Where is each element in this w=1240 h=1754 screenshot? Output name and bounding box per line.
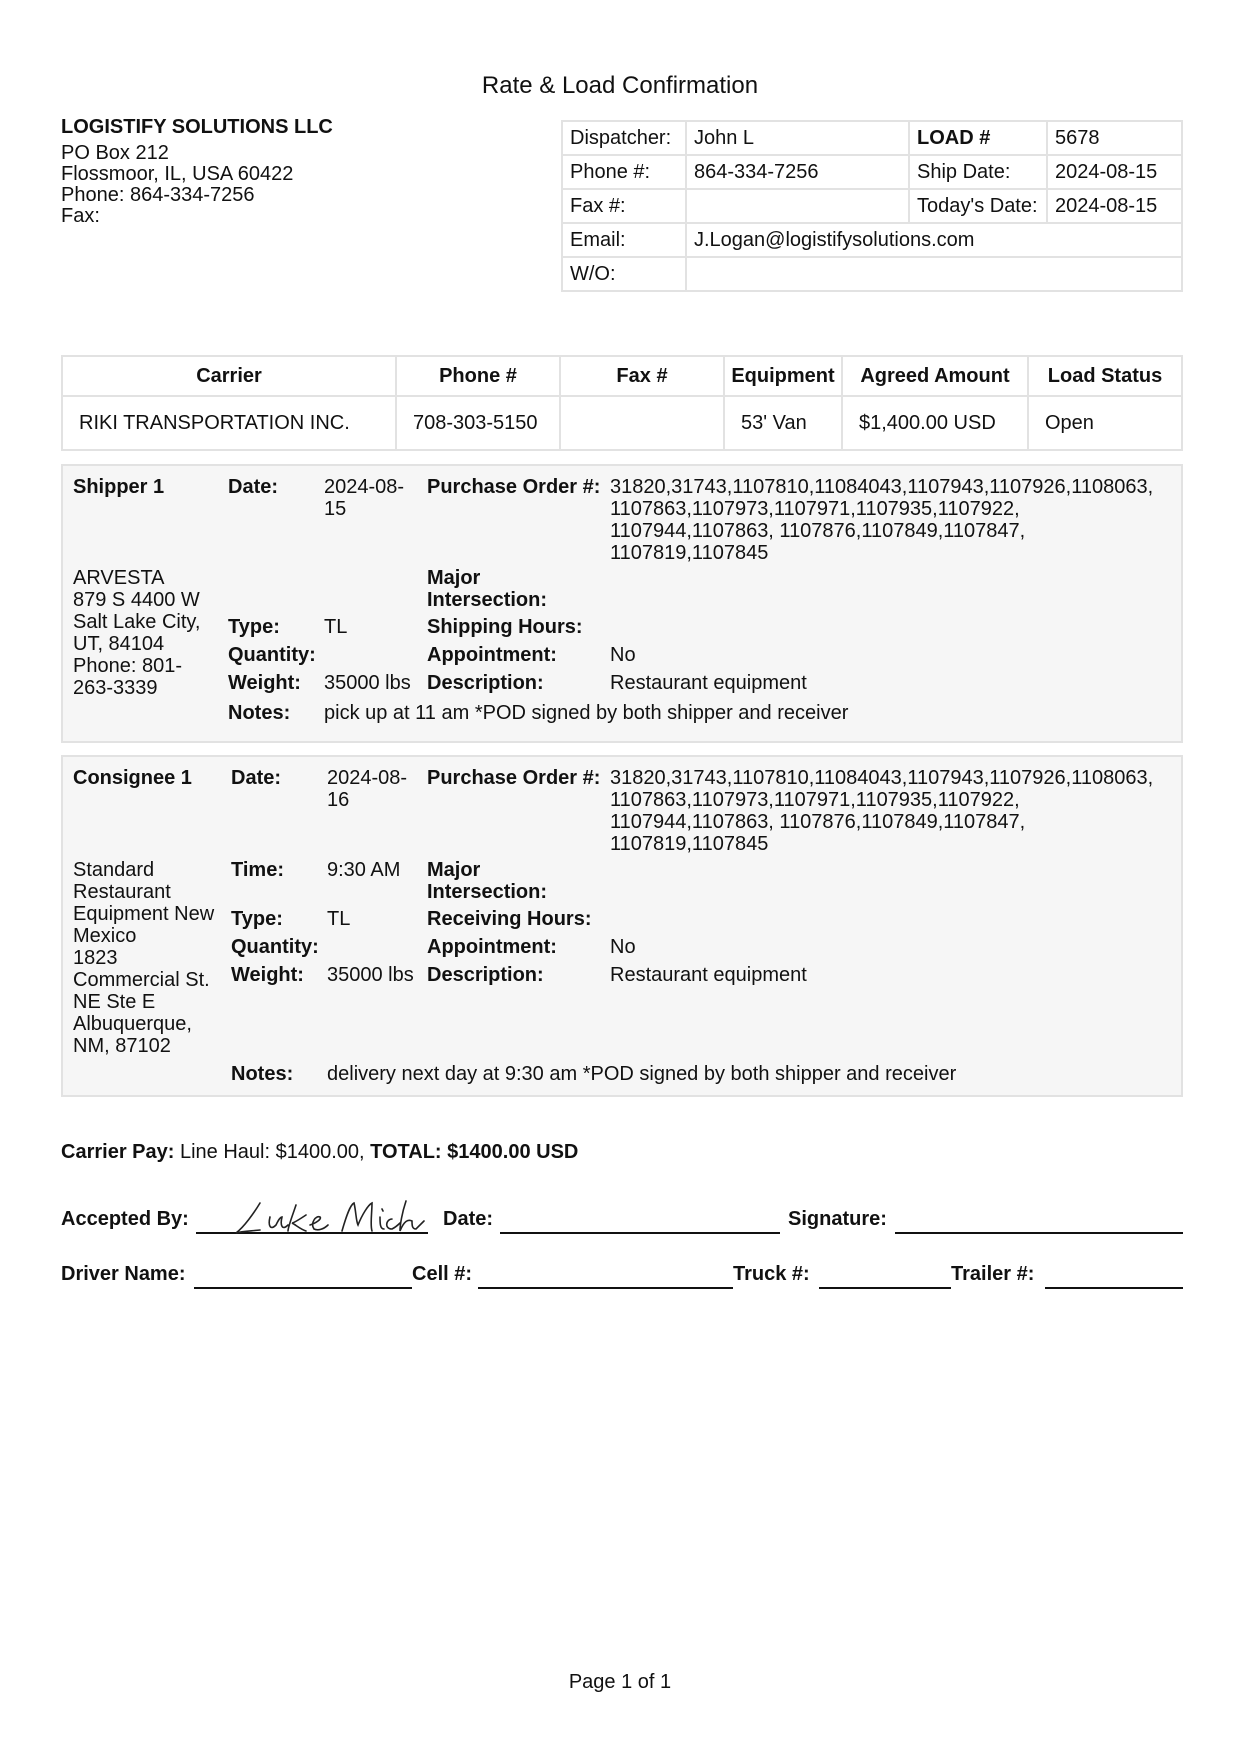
shipper-po-line: 1107944,1107863, 1107876,1107849,1107847,	[610, 520, 1026, 542]
agreed-amount-value: $1,400.00 USD	[842, 396, 1028, 450]
truck-line[interactable]	[819, 1287, 951, 1289]
line-haul-value: Line Haul: $1400.00,	[179, 1141, 365, 1163]
shipper-address-line: Salt Lake City,	[73, 611, 201, 633]
shipping-hours-label: Shipping Hours:	[427, 616, 583, 638]
consignee-weight-value: 35000 lbs	[327, 964, 414, 986]
consignee-address-line: Albuquerque,	[73, 1013, 192, 1035]
shipper-quantity-label: Quantity:	[228, 644, 316, 666]
handwritten-signature	[230, 1195, 430, 1239]
equipment-header: Equipment	[724, 356, 842, 396]
major-label-line: Major	[427, 567, 481, 589]
phone-label: Phone #:	[562, 155, 686, 189]
consignee-type-label: Type:	[231, 908, 283, 930]
driver-name-label: Driver Name:	[61, 1263, 186, 1285]
trailer-line[interactable]	[1045, 1287, 1183, 1289]
load-status-value: Open	[1028, 396, 1182, 450]
consignee-date-line: 2024-08-	[327, 767, 408, 789]
consignee-address-line: 1823	[73, 947, 118, 969]
consignee-notes-label: Notes:	[231, 1063, 294, 1085]
consignee-date-value	[327, 767, 407, 811]
shipper-panel	[61, 464, 1183, 743]
page-number: Page 1 of 1	[568, 1671, 672, 1693]
consignee-address	[73, 859, 214, 1057]
carrier-table	[61, 355, 1183, 451]
shipper-notes-value: pick up at 11 am *POD signed by both shipper and receiver	[324, 702, 849, 724]
ship-date-label: Ship Date:	[909, 155, 1047, 189]
receiving-hours-label: Receiving Hours:	[427, 908, 592, 930]
consignee-address-line: Commercial St.	[73, 969, 210, 991]
company-address-1: PO Box 212	[61, 142, 169, 164]
date-line[interactable]	[500, 1232, 780, 1234]
major-label-line: Intersection:	[427, 881, 548, 903]
ship-date-value: 2024-08-15	[1047, 155, 1182, 189]
email-value: J.Logan@logistifysolutions.com	[686, 223, 1182, 257]
shipper-weight-value: 35000 lbs	[324, 672, 411, 694]
shipper-heading: Shipper 1	[73, 476, 165, 498]
carrier-phone-header: Phone #	[396, 356, 560, 396]
consignee-quantity-label: Quantity:	[231, 936, 319, 958]
consignee-time-label: Time:	[231, 859, 284, 881]
consignee-po-value	[610, 767, 1153, 855]
consignee-address-line: Restaurant	[73, 881, 171, 903]
dispatcher-label: Dispatcher:	[562, 121, 686, 155]
shipper-address-line: UT, 84104	[73, 633, 165, 655]
shipper-po-line: 1107819,1107845	[610, 542, 769, 564]
shipper-address	[73, 567, 200, 699]
load-value: 5678	[1047, 121, 1182, 155]
agreed-amount-header: Agreed Amount	[842, 356, 1028, 396]
shipper-po-line: 31820,31743,1107810,11084043,1107943,1107926,1108063,	[610, 476, 1154, 498]
todays-date-value: 2024-08-15	[1047, 189, 1182, 223]
consignee-address-line: Standard	[73, 859, 155, 881]
consignee-address-line: Equipment New	[73, 903, 215, 925]
shipper-type-label: Type:	[228, 616, 280, 638]
shipper-description-label: Description:	[427, 672, 544, 694]
signature-label: Signature:	[788, 1208, 887, 1230]
major-label-line: Intersection:	[427, 589, 548, 611]
truck-label: Truck #:	[733, 1263, 810, 1285]
cell-line[interactable]	[478, 1287, 733, 1289]
consignee-po-line: 1107819,1107845	[610, 833, 769, 855]
company-fax: Fax:	[61, 205, 100, 227]
shipper-po-label: Purchase Order #:	[427, 476, 601, 498]
carrier-fax-header: Fax #	[560, 356, 724, 396]
fax-value	[686, 189, 909, 223]
email-label: Email:	[562, 223, 686, 257]
shipper-major-intersection-label	[427, 567, 547, 611]
load-status-header: Load Status	[1028, 356, 1182, 396]
shipper-date-line: 15	[324, 498, 347, 520]
load-label: LOAD #	[909, 121, 1047, 155]
consignee-po-line: 31820,31743,1107810,11084043,1107943,1107926,1108063,	[610, 767, 1154, 789]
consignee-address-line: NM, 87102	[73, 1035, 171, 1057]
shipper-appointment-value: No	[610, 644, 636, 666]
shipper-address-line: Phone: 801-	[73, 655, 182, 677]
company-address-2: Flossmoor, IL, USA 60422	[61, 163, 294, 185]
shipper-date-label: Date:	[228, 476, 279, 498]
shipper-appointment-label: Appointment:	[427, 644, 557, 666]
carrier-phone: 708-303-5150	[396, 396, 560, 450]
wo-label: W/O:	[562, 257, 686, 291]
carrier-pay-label: Carrier Pay:	[61, 1141, 175, 1163]
consignee-po-label: Purchase Order #:	[427, 767, 601, 789]
shipper-description-value: Restaurant equipment	[610, 672, 807, 694]
shipper-type-value: TL	[324, 616, 348, 638]
consignee-description-value: Restaurant equipment	[610, 964, 807, 986]
shipper-date-line: 2024-08-	[324, 476, 405, 498]
consignee-description-label: Description:	[427, 964, 544, 986]
consignee-appointment-label: Appointment:	[427, 936, 557, 958]
consignee-time-value: 9:30 AM	[327, 859, 401, 881]
dispatch-info-table	[561, 120, 1183, 292]
equipment-value: 53' Van	[724, 396, 842, 450]
consignee-notes-value: delivery next day at 9:30 am *POD signed by both shipper and receiver	[327, 1063, 957, 1085]
consignee-date-label: Date:	[231, 767, 282, 789]
company-phone: Phone: 864-334-7256	[61, 184, 255, 206]
company-name: LOGISTIFY SOLUTIONS LLC	[61, 116, 333, 138]
carrier-fax	[560, 396, 724, 450]
shipper-notes-label: Notes:	[228, 702, 291, 724]
dispatcher-value: John L	[686, 121, 909, 155]
accepted-by-label: Accepted By:	[61, 1208, 189, 1230]
todays-date-label: Today's Date:	[909, 189, 1047, 223]
driver-name-line[interactable]	[194, 1287, 412, 1289]
wo-value	[686, 257, 1182, 291]
shipper-date-value	[324, 476, 404, 520]
consignee-heading: Consignee 1	[73, 767, 192, 789]
consignee-po-line: 1107944,1107863, 1107876,1107849,1107847,	[610, 811, 1026, 833]
shipper-address-line: 879 S 4400 W	[73, 589, 200, 611]
shipper-po-value	[610, 476, 1153, 564]
consignee-address-line: Mexico	[73, 925, 137, 947]
cell-label: Cell #:	[412, 1263, 473, 1285]
shipper-po-line: 1107863,1107973,1107971,1107935,1107922,	[610, 498, 1020, 520]
company-block	[61, 117, 333, 227]
consignee-po-line: 1107863,1107973,1107971,1107935,1107922,	[610, 789, 1020, 811]
shipper-address-line: 263-3339	[73, 677, 158, 699]
consignee-panel	[61, 755, 1183, 1097]
total-value: TOTAL: $1400.00 USD	[370, 1141, 579, 1163]
consignee-weight-label: Weight:	[231, 964, 304, 986]
shipper-name: ARVESTA	[73, 567, 165, 589]
signature-line[interactable]	[895, 1232, 1183, 1234]
carrier-pay	[61, 1141, 578, 1164]
page-title: Rate & Load Confirmation	[481, 72, 759, 99]
consignee-date-line: 16	[327, 789, 350, 811]
fax-label: Fax #:	[562, 189, 686, 223]
consignee-type-value: TL	[327, 908, 351, 930]
trailer-label: Trailer #:	[951, 1263, 1035, 1285]
consignee-appointment-value: No	[610, 936, 636, 958]
phone-value: 864-334-7256	[686, 155, 909, 189]
carrier-header: Carrier	[62, 356, 396, 396]
shipper-weight-label: Weight:	[228, 672, 301, 694]
date-label: Date:	[443, 1208, 494, 1230]
consignee-major-intersection-label	[427, 859, 547, 903]
major-label-line: Major	[427, 859, 481, 881]
carrier-name: RIKI TRANSPORTATION INC.	[62, 396, 396, 450]
consignee-address-line: NE Ste E	[73, 991, 156, 1013]
